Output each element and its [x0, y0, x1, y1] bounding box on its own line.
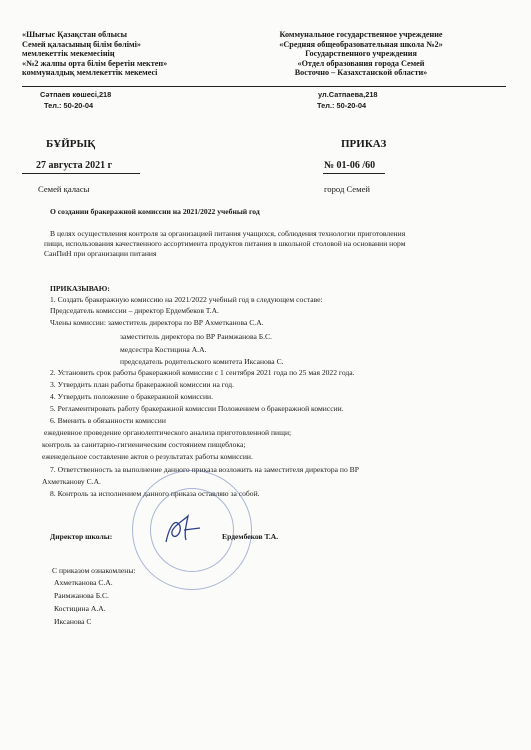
acquainted-label: С приказом ознакомлены: [52, 566, 136, 575]
city-kz: Семей қаласы [38, 184, 90, 194]
header-right-line: Государственного учреждения [305, 49, 417, 59]
item: 5. Регламентировать работу бракеражной комиссии Положением о бракеражной комиссии. [50, 404, 344, 413]
right-address: ул.Сатпаева,218 [318, 90, 378, 99]
order-title-ru: ПРИКАЗ [341, 138, 387, 150]
header-left-line: «Шығыс Қазақстан облысы [22, 30, 128, 39]
item: председатель родительского комитета Иксанова С. [120, 357, 284, 366]
acquainted-name: Костицина А.А. [54, 604, 106, 613]
item: 6. Вменить в обязанности комиссии [50, 416, 166, 425]
signature-label: Директор школы: [50, 532, 113, 541]
state-emblem [224, 30, 256, 72]
preamble-line: В целях осуществления контроля за организацией питания учащихся, соблюдения технологии приготовления [50, 229, 406, 238]
left-address: Сәтпаев көшесі,218 [40, 90, 112, 99]
item: 2. Установить срок работы бракеражной комиссии с 1 сентября 2021 года по 25 мая 2022 года. [50, 368, 355, 377]
preamble-line: пищи, использования качественного ассортимента продуктов питания в школьной столовой на основании норм [44, 239, 406, 248]
order-word: ПРИКАЗЫВАЮ: [50, 284, 110, 293]
item: заместитель директора по ВР Раимжанова Б.С. [120, 332, 272, 341]
acquainted-name: Ахметканова С.А. [54, 578, 113, 587]
header-left-line: мемлекеттік мекемесінің [22, 49, 115, 59]
header-rule [22, 86, 506, 87]
order-subject: О создании бракеражной комиссии на 2021/2022 учебный год [50, 207, 260, 216]
number-underline [323, 173, 385, 174]
order-number: № 01-06 /60 [324, 160, 376, 171]
preamble-line: СанПиН при организации питания [44, 249, 157, 258]
header-left-line: коммуналдық мемлекеттік мекемесі [22, 68, 158, 78]
signature-scribble [160, 512, 208, 548]
acquainted-name: Иксанова С [54, 617, 92, 626]
acquainted-name: Раимжанова Б.С. [54, 591, 109, 600]
item: 4. Утвердить положение о бракеражной комиссии. [50, 392, 214, 401]
item: ежедневное проведение органолептического анализа приготовленной пищи; [44, 428, 292, 437]
header-right-line: «Средняя общеобразовательная школа №2» [279, 39, 443, 49]
item: Председатель комиссии – директор Ердембеков Т.А. [50, 306, 219, 315]
item: медсестра Костицина А.А. [120, 345, 207, 354]
city-ru: город Семей [324, 184, 370, 194]
left-phone: Тел.: 50-20-04 [44, 101, 94, 110]
item: еженедельное составление актов о результатах работы комиссии. [42, 452, 253, 461]
item: Ахметканову С.А. [42, 477, 101, 486]
item: 8. Контроль за исполнением данного приказа оставляю за собой. [50, 489, 260, 498]
order-title-kz: БҰЙРЫҚ [46, 138, 96, 150]
header-right [256, 30, 466, 78]
director-name: Ердембеков Т.А. [222, 532, 279, 541]
preamble [44, 229, 406, 259]
date-underline [22, 173, 140, 174]
item: 7. Ответственность за выполнение данного приказа возложить на заместителя директора по ВР [50, 465, 359, 474]
header-right-line: «Отдел образования города Семей [297, 58, 425, 68]
item: 3. Утвердить план работы бракеражной комиссии на год. [50, 380, 235, 389]
header-left-line: «№2 жалпы орта білім беретін мектеп» [22, 58, 168, 68]
header-right-line: Коммунальное государственное учреждение [279, 30, 443, 39]
header-left [22, 30, 167, 78]
item: контроль за санитарно-гигиеническим состоянием пищеблока; [42, 440, 246, 449]
right-phone: Тел.: 50-20-04 [317, 101, 367, 110]
item: 1. Создать бракеражную комиссию на 2021/2022 учебный год в следующем составе: [50, 295, 323, 304]
item: Члены комиссии: заместитель директора по ВР Ахметканова С.А. [50, 318, 264, 327]
order-date: 27 августа 2021 г [36, 160, 113, 171]
header-right-line: Восточно – Казахстанской области» [294, 68, 428, 78]
header-left-line: Семей қаласының білім бөлімі» [22, 39, 141, 49]
